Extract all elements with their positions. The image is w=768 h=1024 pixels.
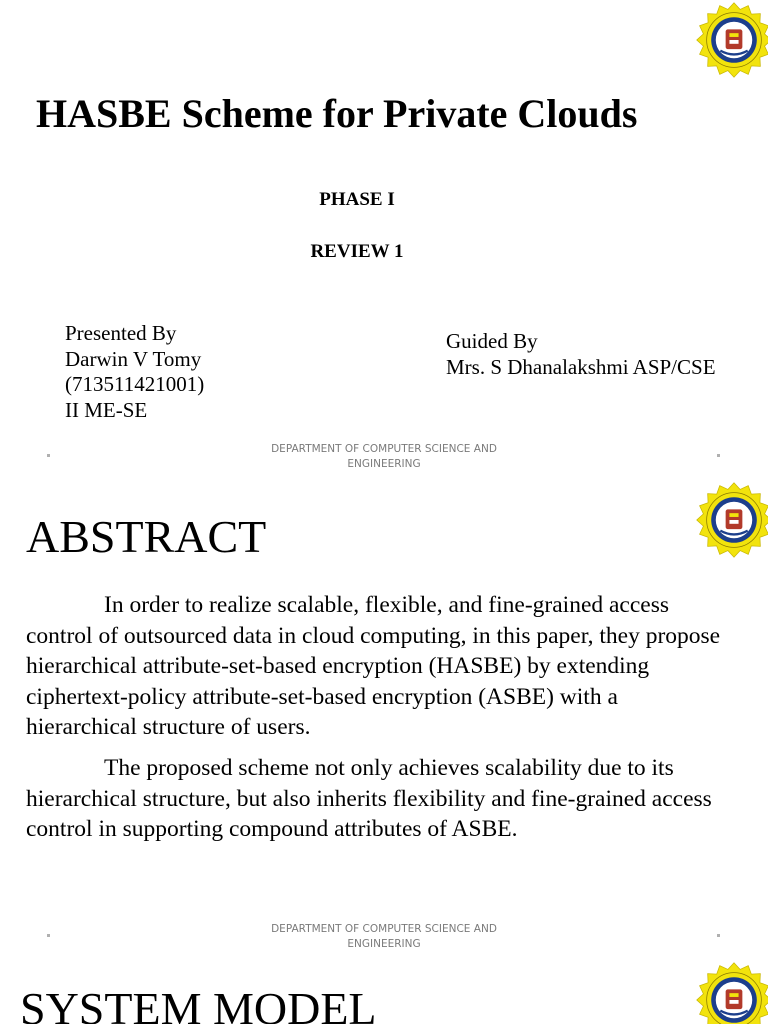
footer-dot-right xyxy=(717,454,720,457)
guide-block xyxy=(446,328,716,380)
abstract-paragraph-1-text: In order to realize scalable, flexible, and fine-grained access control of outsourced data in cloud computing, in this paper, they propose hierarchical attribute-set-based encryption (HASBE) by extending ciphertext-policy attribute-set-based encryption (ASBE) with a hierarchical structure of users. xyxy=(26,592,721,740)
presenter-course: II ME-SE xyxy=(65,397,148,422)
abstract-paragraph-1 xyxy=(26,590,731,743)
abstract-paragraph-2 xyxy=(26,753,731,845)
guide-heading: Guided By xyxy=(446,329,538,353)
footer-dot-right xyxy=(717,934,720,937)
system-model-heading: SYSTEM MODEL xyxy=(20,983,377,1024)
department-footer-line1: DEPARTMENT OF COMPUTER SCIENCE AND xyxy=(271,923,497,935)
footer-dot-left xyxy=(47,454,50,457)
department-footer xyxy=(234,922,534,952)
department-footer-line1: DEPARTMENT OF COMPUTER SCIENCE AND xyxy=(271,443,497,455)
footer-dot-left xyxy=(47,934,50,937)
slide-title xyxy=(0,0,768,480)
department-footer xyxy=(234,442,534,472)
phase-label: PHASE I xyxy=(319,189,395,210)
college-emblem-icon xyxy=(696,2,768,78)
department-footer-line2: ENGINEERING xyxy=(347,938,421,950)
presenter-heading: Presented By xyxy=(65,321,177,345)
department-footer-line2: ENGINEERING xyxy=(347,458,421,470)
presenter-block xyxy=(65,321,204,423)
college-emblem-icon xyxy=(696,962,768,1024)
presenter-roll-number: (713511421001) xyxy=(65,372,205,396)
guide-name: Mrs. S Dhanalakshmi ASP/CSE xyxy=(446,355,716,379)
presentation-title: HASBE Scheme for Private Clouds xyxy=(36,91,638,136)
presenter-name: Darwin V Tomy xyxy=(65,346,202,371)
college-emblem-icon xyxy=(696,482,768,558)
slide-system-model xyxy=(0,960,768,1024)
abstract-heading: ABSTRACT xyxy=(26,511,267,562)
review-label: REVIEW 1 xyxy=(310,241,404,262)
slide-abstract xyxy=(0,480,768,960)
abstract-paragraph-2-text: The proposed scheme not only achieves scalability due to its hierarchical structure, but also inherits flexibility and fine-grained access control in supporting compound attributes of ASBE. xyxy=(26,755,712,842)
